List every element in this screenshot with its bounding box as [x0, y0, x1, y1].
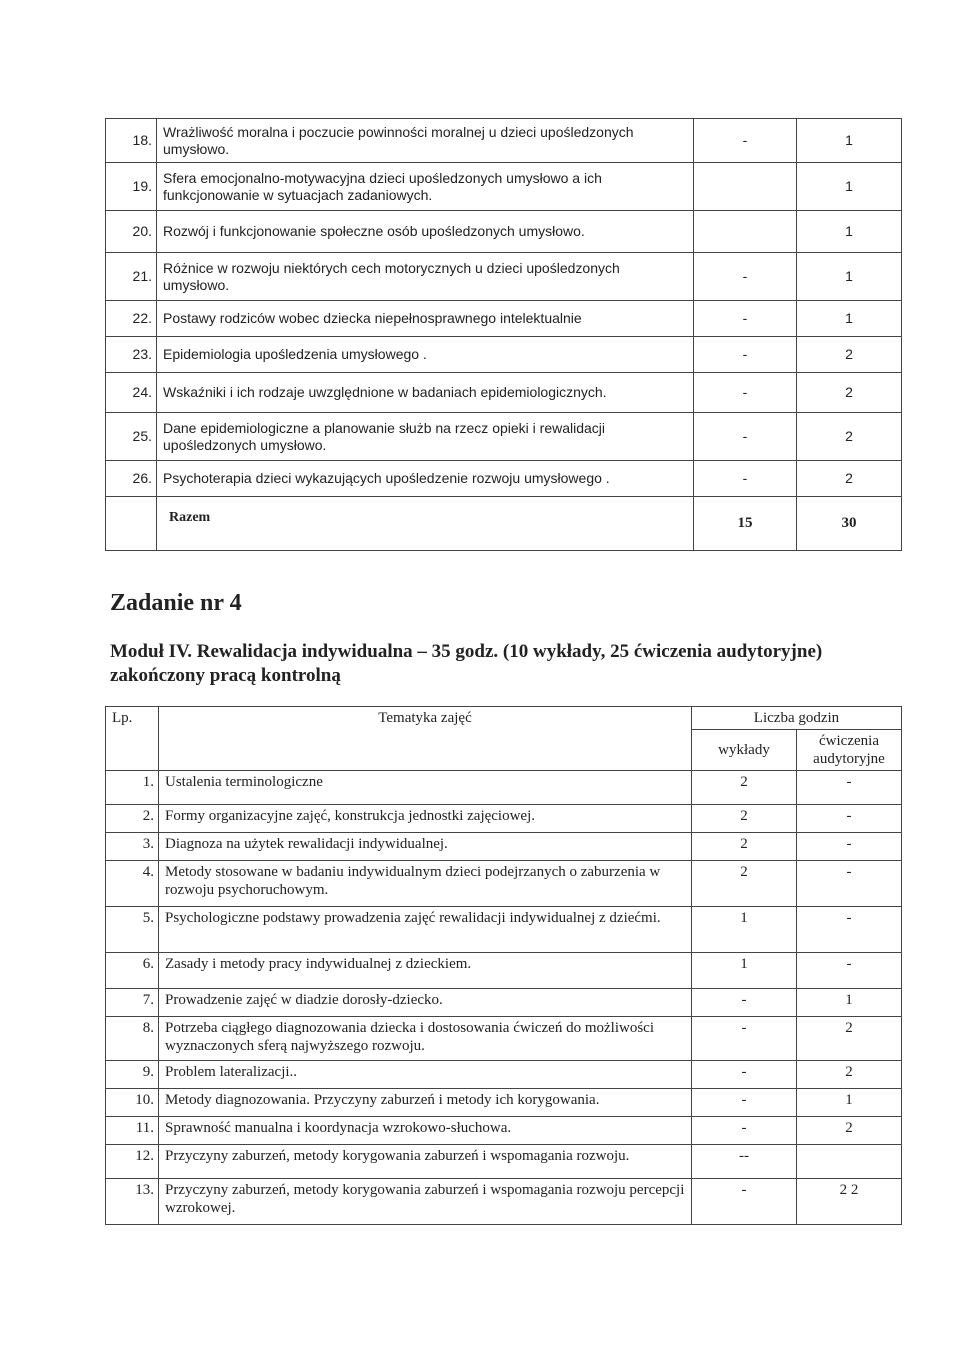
row-topic: Przyczyny zaburzeń, metody korygowania zaburzeń i wspomagania rozwoju.: [159, 1145, 692, 1179]
row-exercises: 2: [797, 413, 902, 461]
row-topic: Postawy rodziców wobec dziecka niepełnosprawnego intelektualnie: [157, 301, 694, 337]
row-number: 4.: [106, 861, 159, 907]
row-number: 25.: [106, 413, 157, 461]
row-lectures: --: [692, 1145, 797, 1179]
row-number: 8.: [106, 1017, 159, 1061]
row-number: 26.: [106, 461, 157, 497]
table-header-row: [106, 707, 902, 730]
row-number: 5.: [106, 907, 159, 953]
table-row: [106, 1061, 902, 1089]
row-topic: Ustalenia terminologiczne: [159, 771, 692, 805]
row-exercises: 1: [797, 253, 902, 301]
row-lectures: -: [692, 1117, 797, 1145]
row-exercises: -: [797, 771, 902, 805]
table-row: [106, 163, 902, 211]
row-exercises: 2: [797, 337, 902, 373]
table-row: [106, 907, 902, 953]
row-lectures: 2: [692, 771, 797, 805]
table-row: [106, 771, 902, 805]
row-topic: Epidemiologia upośledzenia umysłowego .: [157, 337, 694, 373]
total-row: [106, 497, 902, 551]
table-row: [106, 337, 902, 373]
table-row: [106, 301, 902, 337]
header-hours: Liczba godzin: [692, 707, 902, 730]
row-exercises: 1: [797, 301, 902, 337]
table-row: [106, 989, 902, 1017]
row-number: 6.: [106, 953, 159, 989]
table-row: [106, 833, 902, 861]
row-lectures: -: [692, 1061, 797, 1089]
row-exercises: 2: [797, 1061, 902, 1089]
row-lectures: -: [694, 119, 797, 163]
row-lectures: -: [694, 413, 797, 461]
row-topic: Formy organizacyjne zajęć, konstrukcja jednostki zajęciowej.: [159, 805, 692, 833]
row-number: 24.: [106, 373, 157, 413]
row-number: 10.: [106, 1089, 159, 1117]
row-exercises: -: [797, 861, 902, 907]
row-topic: Problem lateralizacji..: [159, 1061, 692, 1089]
row-number: 2.: [106, 805, 159, 833]
row-topic: Sfera emocjonalno-motywacyjna dzieci upośledzonych umysłowo a ich funkcjonowanie w sytuacjach zadaniowych.: [157, 163, 694, 211]
row-exercises: 1: [797, 989, 902, 1017]
table-row: [106, 119, 902, 163]
row-lectures: -: [694, 337, 797, 373]
row-number: 11.: [106, 1117, 159, 1145]
row-topic: Rozwój i funkcjonowanie społeczne osób upośledzonych umysłowo.: [157, 211, 694, 253]
row-number: 13.: [106, 1179, 159, 1225]
row-number: 18.: [106, 119, 157, 163]
row-exercises: 2 2: [797, 1179, 902, 1225]
row-lectures: 1: [692, 953, 797, 989]
table-row: [106, 1145, 902, 1179]
row-lectures: 2: [692, 861, 797, 907]
row-lectures: -: [694, 373, 797, 413]
row-number: 21.: [106, 253, 157, 301]
row-topic: Wrażliwość moralna i poczucie powinności moralnej u dzieci upośledzonych umysłowo.: [157, 119, 694, 163]
table-row: [106, 373, 902, 413]
total-label: Razem: [157, 497, 694, 551]
table-row: [106, 861, 902, 907]
table-row: [106, 805, 902, 833]
row-topic: Psychologiczne podstawy prowadzenia zajęć rewalidacji indywidualnej z dziećmi.: [159, 907, 692, 953]
row-lectures: -: [692, 989, 797, 1017]
row-lectures: -: [694, 301, 797, 337]
total-lectures: 15: [694, 497, 797, 551]
row-number: 3.: [106, 833, 159, 861]
topics-table-continued: [105, 118, 902, 551]
row-number: 9.: [106, 1061, 159, 1089]
table-row: [106, 1179, 902, 1225]
total-exercises: 30: [797, 497, 902, 551]
row-lectures: 2: [692, 833, 797, 861]
row-lectures: [694, 211, 797, 253]
row-exercises: 1: [797, 163, 902, 211]
table-row: [106, 211, 902, 253]
row-number: 1.: [106, 771, 159, 805]
row-lectures: 1: [692, 907, 797, 953]
row-number: 12.: [106, 1145, 159, 1179]
row-topic: Diagnoza na użytek rewalidacji indywidualnej.: [159, 833, 692, 861]
row-topic: Prowadzenie zajęć w diadzie dorosły-dziecko.: [159, 989, 692, 1017]
row-number: 22.: [106, 301, 157, 337]
header-lp: Lp.: [106, 707, 159, 771]
row-topic: Metody stosowane w badaniu indywidualnym dzieci podejrzanych o zaburzenia w rozwoju psychoruchowym.: [159, 861, 692, 907]
row-topic: Metody diagnozowania. Przyczyny zaburzeń i metody ich korygowania.: [159, 1089, 692, 1117]
row-topic: Potrzeba ciągłego diagnozowania dziecka i dostosowania ćwiczeń do możliwości wyznaczonych sferą najwyższego rozwoju.: [159, 1017, 692, 1061]
row-topic: Przyczyny zaburzeń, metody korygowania zaburzeń i wspomagania rozwoju percepcji wzrokowej.: [159, 1179, 692, 1225]
row-number: 20.: [106, 211, 157, 253]
row-number: 19.: [106, 163, 157, 211]
module-iv-topics-table: [105, 706, 902, 1225]
row-exercises: -: [797, 953, 902, 989]
row-lectures: -: [692, 1179, 797, 1225]
row-exercises: 2: [797, 1117, 902, 1145]
module-heading: Moduł IV. Rewalidacja indywidualna – 35 godz. (10 wykłady, 25 ćwiczenia audytoryjne) zakończony pracą kontrolną: [110, 641, 823, 686]
row-topic: Zasady i metody pracy indywidualnej z dzieckiem.: [159, 953, 692, 989]
row-number: 23.: [106, 337, 157, 373]
row-exercises: -: [797, 805, 902, 833]
row-exercises: -: [797, 907, 902, 953]
row-topic: Różnice w rozwoju niektórych cech motorycznych u dzieci upośledzonych umysłowo.: [157, 253, 694, 301]
row-lectures: [694, 163, 797, 211]
header-exercises: ćwiczenia audytoryjne: [797, 730, 902, 771]
row-exercises: 2: [797, 461, 902, 497]
table-row: [106, 413, 902, 461]
table-row: [106, 253, 902, 301]
row-topic: Sprawność manualna i koordynacja wzrokowo-słuchowa.: [159, 1117, 692, 1145]
row-topic: Dane epidemiologiczne a planowanie służb na rzecz opieki i rewalidacji upośledzonych umysłowo.: [157, 413, 694, 461]
row-exercises: [797, 1145, 902, 1179]
row-topic: Wskaźniki i ich rodzaje uwzględnione w badaniach epidemiologicznych.: [157, 373, 694, 413]
row-exercises: 2: [797, 1017, 902, 1061]
row-exercises: 1: [797, 119, 902, 163]
row-exercises: 1: [797, 1089, 902, 1117]
row-topic: Psychoterapia dzieci wykazujących upośledzenie rozwoju umysłowego .: [157, 461, 694, 497]
row-exercises: 2: [797, 373, 902, 413]
row-number: 7.: [106, 989, 159, 1017]
row-lectures: -: [692, 1089, 797, 1117]
section-title: Zadanie nr 4: [110, 590, 242, 616]
row-exercises: 1: [797, 211, 902, 253]
row-lectures: -: [692, 1017, 797, 1061]
header-lectures: wykłady: [692, 730, 797, 771]
row-lectures: 2: [692, 805, 797, 833]
table-row: [106, 953, 902, 989]
table-row: [106, 461, 902, 497]
row-lectures: -: [694, 461, 797, 497]
row-exercises: -: [797, 833, 902, 861]
header-topic: Tematyka zajęć: [159, 707, 692, 771]
table-row: [106, 1017, 902, 1061]
table-row: [106, 1089, 902, 1117]
row-lectures: -: [694, 253, 797, 301]
table-row: [106, 1117, 902, 1145]
